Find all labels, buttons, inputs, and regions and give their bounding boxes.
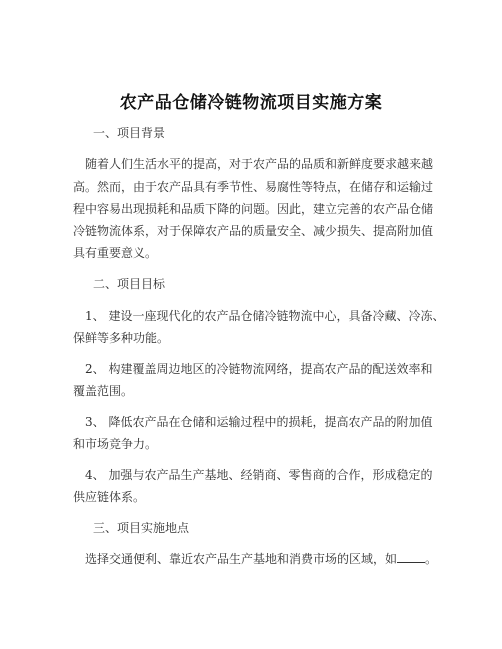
location-text: 选择交通便利、靠近农产品生产基地和消费市场的区域，如 xyxy=(85,552,398,566)
fill-in-blank xyxy=(397,552,425,563)
section-heading-location: 三、项目实施地点 xyxy=(93,521,190,535)
paragraph-line: 程中容易出现损耗和品质下降的问题。因此，建立完善的农产品仓储 xyxy=(73,202,434,216)
paragraph-line: 随着人们生活水平的提高，对于农产品的品质和新鲜度要求越来越 xyxy=(85,157,434,171)
goal-item-line: 3、 降低农产品在仓储和运输过程中的损耗，提高农产品的附加值 xyxy=(85,415,433,429)
goal-item-line: 4、 加强与农产品生产基地、经销商、零售商的合作，形成稳定的 xyxy=(85,468,433,482)
paragraph-line: 冷链物流体系，对于保障农产品的质量安全、减少损失、提高附加值 xyxy=(73,224,434,238)
section-heading-goals: 二、项目目标 xyxy=(93,277,166,291)
goal-item-line: 保鲜等多种功能。 xyxy=(73,331,170,345)
document-title: 农产品仓储冷链物流项目实施方案 xyxy=(119,93,383,113)
goal-item-line: 供应链体系。 xyxy=(73,490,146,504)
location-line xyxy=(85,552,437,566)
location-period: 。 xyxy=(425,552,438,566)
goal-item-line: 覆盖范围。 xyxy=(73,384,134,398)
section-heading-background: 一、项目背景 xyxy=(93,126,166,140)
goal-item-line: 和市场竞争力。 xyxy=(73,437,158,451)
paragraph-line: 具有重要意义。 xyxy=(73,246,158,260)
paragraph-line: 高。然而，由于农产品具有季节性、易腐性等特点，在储存和运输过 xyxy=(73,180,434,194)
goal-item-line: 1、 建设一座现代化的农产品仓储冷链物流中心，具备冷藏、冷冻、 xyxy=(85,309,445,323)
goal-item-line: 2、 构建覆盖周边地区的冷链物流网络，提高农产品的配送效率和 xyxy=(85,362,433,376)
